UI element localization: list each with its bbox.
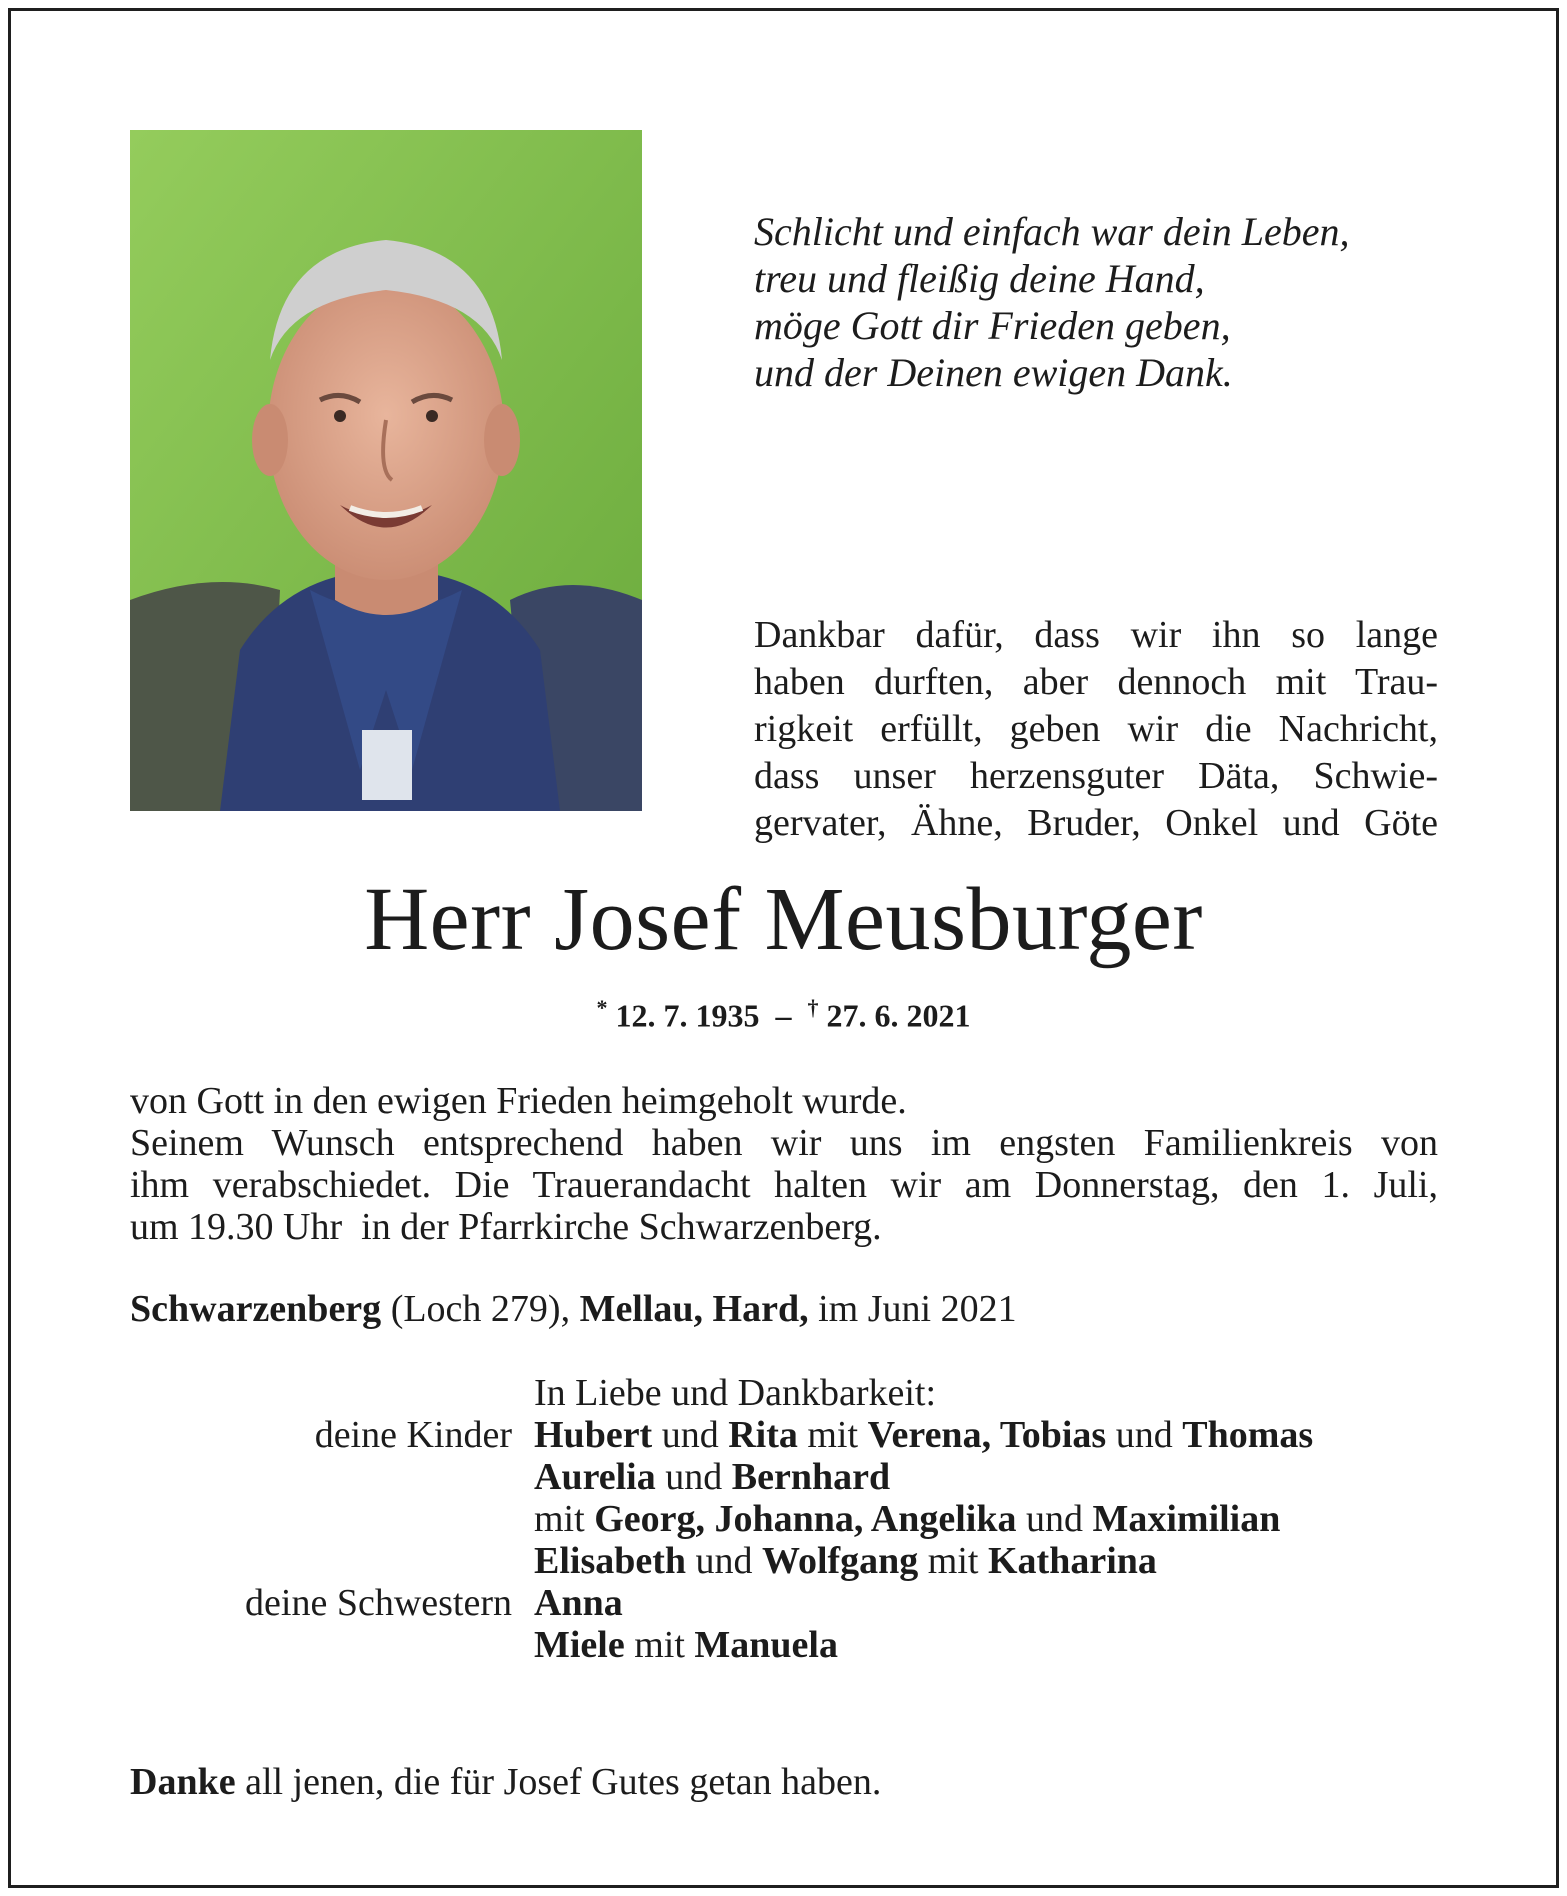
body-line: von Gott in den ewigen Frieden heimgeholt wurde. xyxy=(130,1080,907,1122)
connector-text: und xyxy=(655,1456,732,1498)
children-row xyxy=(0,1498,1567,1540)
children-line xyxy=(534,1540,1157,1582)
children-line xyxy=(534,1498,1280,1540)
body-line: um 19.30 Uhr in der Pfarrkirche Schwarzenberg. xyxy=(130,1206,882,1248)
poem-line: treu und fleißig deine Hand, xyxy=(754,256,1205,301)
life-dates xyxy=(0,995,1567,1035)
mourner-name: Verena, Tobias xyxy=(867,1414,1107,1456)
connector-text: mit xyxy=(797,1414,868,1456)
death-symbol: † xyxy=(807,995,819,1020)
mourner-name: Manuela xyxy=(694,1624,838,1666)
farewell-text: In Liebe und Dankbarkeit: xyxy=(534,1372,937,1414)
mourner-name: Hubert xyxy=(534,1414,653,1456)
connector-text: und xyxy=(1106,1414,1183,1456)
mourner-name: Bernhard xyxy=(731,1456,891,1498)
mourner-name: Anna xyxy=(534,1582,623,1624)
birth-symbol: * xyxy=(596,995,608,1020)
intro-line: haben durften, aber dennoch mit Trau- xyxy=(754,661,1438,703)
death-date: 27. 6. 2021 xyxy=(826,997,971,1034)
connector-text: und xyxy=(686,1540,763,1582)
children-line xyxy=(534,1414,1313,1456)
connector-text: mit xyxy=(918,1540,988,1582)
body-line: Seinem Wunsch entsprechend haben wir uns im engsten Familienkreis von xyxy=(130,1122,1438,1164)
sisters-label: deine Schwestern xyxy=(245,1582,512,1624)
mourner-name: Maximilian xyxy=(1092,1498,1281,1540)
thanks-bold: Danke xyxy=(130,1761,236,1803)
announcement-text xyxy=(130,1080,1438,1248)
connector-text: mit xyxy=(534,1498,595,1540)
mourner-name: Georg, Johanna, Angelika xyxy=(594,1498,1017,1540)
mourner-name: Thomas xyxy=(1182,1414,1314,1456)
thanks-rest: all jenen, die für Josef Gutes getan haben. xyxy=(235,1761,882,1803)
farewell-row xyxy=(0,1372,1567,1414)
mourner-name: Wolfgang xyxy=(762,1540,919,1582)
place-date: im Juni 2021 xyxy=(808,1288,1017,1330)
connector-text: mit xyxy=(624,1624,695,1666)
mourner-name: Katharina xyxy=(987,1540,1157,1582)
sisters-line xyxy=(534,1624,838,1666)
date-separator: – xyxy=(767,997,800,1034)
portrait-photo-icon xyxy=(130,130,642,811)
birth-date: 12. 7. 1935 xyxy=(615,997,760,1034)
thanks-line xyxy=(130,1760,881,1804)
intro-line: dass unser herzensguter Däta, Schwie- xyxy=(754,755,1438,797)
poem-line: Schlicht und einfach war dein Leben, xyxy=(754,209,1350,254)
children-row xyxy=(0,1540,1567,1582)
portrait-photo xyxy=(130,130,642,811)
intro-line: Dankbar dafür, dass wir ihn so lange xyxy=(754,614,1438,656)
body-line: ihm verabschiedet. Die Trauerandacht halten wir am Donnerstag, den 1. Juli, xyxy=(130,1164,1438,1206)
mourner-name: Miele xyxy=(534,1624,625,1666)
poem xyxy=(754,208,1474,396)
mourner-name: Rita xyxy=(728,1414,798,1456)
place-address: (Loch 279), xyxy=(381,1288,580,1330)
connector-text: und xyxy=(1016,1498,1093,1540)
children-line xyxy=(534,1456,890,1498)
connector-text: und xyxy=(652,1414,729,1456)
children-row xyxy=(0,1456,1567,1498)
intro-paragraph xyxy=(754,612,1438,847)
intro-line: gervater, Ähne, Bruder, Onkel und Göte xyxy=(754,802,1438,844)
mourners-list xyxy=(0,1372,1567,1666)
mourner-name: Elisabeth xyxy=(534,1540,687,1582)
poem-line: möge Gott dir Frieden geben, xyxy=(754,303,1231,348)
poem-line: und der Deinen ewigen Dank. xyxy=(754,350,1233,395)
place-date-line xyxy=(130,1287,1017,1331)
children-label: deine Kinder xyxy=(314,1414,512,1456)
place-town: Schwarzenberg xyxy=(130,1288,382,1330)
sisters-row xyxy=(0,1624,1567,1666)
intro-line: rigkeit erfüllt, geben wir die Nachricht, xyxy=(754,708,1438,750)
mourner-name: Aurelia xyxy=(534,1456,656,1498)
sisters-line xyxy=(534,1582,623,1624)
deceased-name: Herr Josef Meusburger xyxy=(364,870,1203,969)
children-row xyxy=(0,1414,1567,1456)
sisters-row xyxy=(0,1582,1567,1624)
place-others: Mellau, Hard, xyxy=(579,1288,809,1330)
